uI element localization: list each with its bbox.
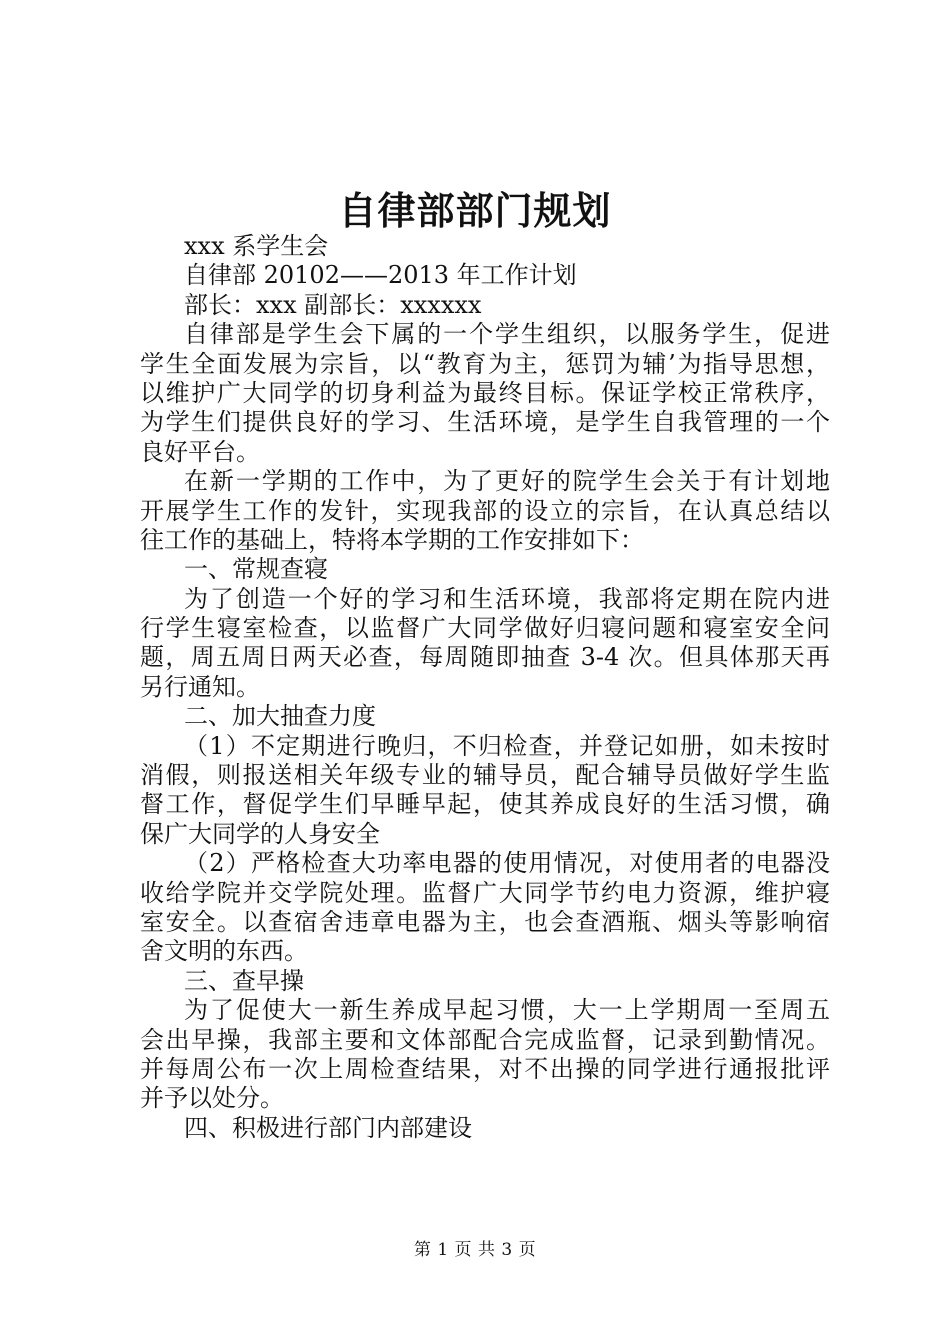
- text-line: 在新一学期的工作中，为了更好的院学生会关于有计划地: [184, 467, 830, 496]
- text-line: 另行通知。: [140, 672, 260, 701]
- text-line: 部长：xxx 副部长：xxxxxx: [184, 290, 482, 319]
- text-line: 收给学院并交学院处理。监督广大同学节约电力资源，维护寝: [140, 878, 830, 907]
- text-line: 为了创造一个好的学习和生活环境，我部将定期在院内进: [184, 584, 830, 613]
- text-line: 为了促使大一新生养成早起习惯，大一上学期周一至周五: [184, 996, 830, 1025]
- page-footer: 第 1 页 共 3 页: [413, 1240, 537, 1260]
- text-line: 并予以处分。: [140, 1084, 284, 1113]
- text-line: 并每周公布一次上周检查结果，对不出操的同学进行通报批评: [140, 1054, 830, 1083]
- text-line: 三、查早操: [184, 966, 304, 995]
- text-line: 往工作的基础上，特将本学期的工作安排如下：: [140, 525, 644, 554]
- text-line: 保广大同学的人身安全: [140, 819, 380, 848]
- text-line: 消假，则报送相关年级专业的辅导员，配合辅导员做好学生监: [140, 761, 830, 790]
- text-line: xxx 系学生会: [184, 232, 329, 260]
- text-line: （1）不定期进行晚归，不归检查，并登记如册，如未按时: [184, 731, 830, 760]
- text-line: 为学生们提供良好的学习、生活环境，是学生自我管理的一个: [140, 408, 830, 437]
- text-line: 舍文明的东西。: [140, 937, 308, 966]
- text-line: 自律部 20102——2013 年工作计划: [184, 261, 577, 290]
- document-body: [140, 232, 830, 1143]
- text-line: 学生全面发展为宗旨，以“教育为主，惩罚为辅’为指导思想，: [140, 349, 830, 378]
- text-line: （2）严格检查大功率电器的使用情况，对使用者的电器没: [184, 849, 830, 878]
- text-line: 四、积极进行部门内部建设: [184, 1113, 472, 1142]
- document-title: 自律部部门规划: [338, 189, 612, 233]
- text-line: 开展学生工作的发针，实现我部的设立的宗旨，在认真总结以: [140, 496, 830, 525]
- text-line: 二、加大抽查力度: [184, 702, 376, 731]
- text-line: 行学生寝室检查，以监督广大同学做好归寝问题和寝室安全问: [140, 614, 830, 643]
- text-line: 督工作，督促学生们早睡早起，使其养成良好的生活习惯，确: [140, 790, 830, 819]
- text-line: 以维护广大同学的切身利益为最终目标。保证学校正常秩序，: [140, 378, 830, 407]
- text-line: 一、常规查寝: [184, 555, 328, 584]
- text-line: 会出早操，我部主要和文体部配合完成监督，记录到勤情况。: [140, 1025, 830, 1054]
- text-line: 良好平台。: [140, 437, 260, 466]
- text-line: 题，周五周日两天必查，每周随即抽查 3-4 次。但具体那天再: [140, 643, 830, 672]
- text-line: 自律部是学生会下属的一个学生组织，以服务学生，促进: [184, 320, 830, 349]
- text-line: 室安全。以查宿舍违章电器为主，也会查酒瓶、烟头等影响宿: [140, 907, 830, 936]
